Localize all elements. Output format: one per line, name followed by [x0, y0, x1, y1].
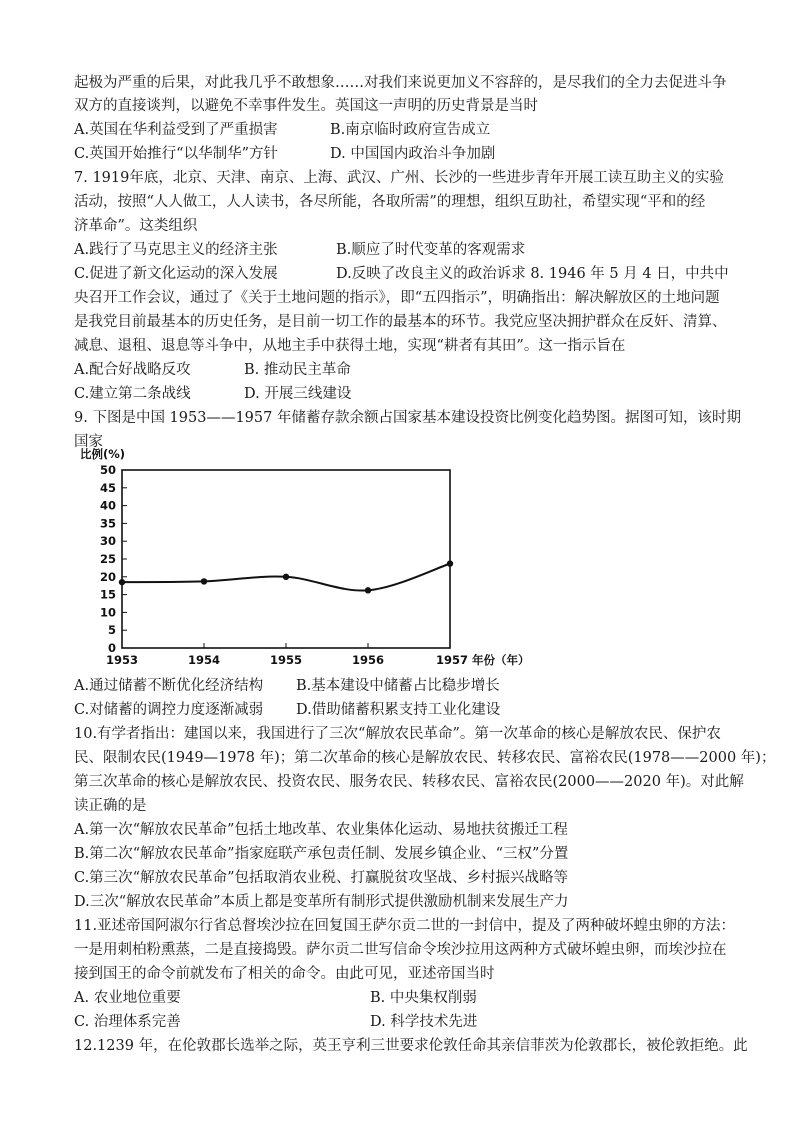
q8-option-c: C.建立第二条战线	[74, 386, 191, 402]
y-tick-label: 0	[107, 641, 116, 655]
q11-stem-line: 接到国王的命令前就发布了相关的命令。由此可见，亚述帝国当时	[74, 966, 495, 982]
q9-option-a: A.通过储蓄不断优化经济结构	[74, 678, 264, 694]
q9-stem-line: 9. 下图是中国 1953——1957 年储蓄存款余额占国家基本建设投资比例变化趋势图。据图可知，该时期	[74, 410, 741, 426]
y-tick-label: 10	[99, 605, 116, 620]
q10-option-c: C.第三次“解放农民革命”包括取消农业税、打赢脱贫攻坚战、乡村振兴战略等	[74, 870, 569, 886]
q12-stem-line: 12.1239 年，在伦敦郡长选举之际，英王亨利三世要求伦敦任命其亲信菲茨为伦敦郡长，被伦敦拒绝。此	[74, 1038, 748, 1054]
y-tick-label: 30	[99, 534, 116, 549]
q9-option-d: D.借助储蓄积累支持工业化建设	[296, 702, 501, 718]
q11-option-c: C. 治理体系完善	[74, 1014, 181, 1030]
q9-option-b: B.基本建设中储蓄占比稳步增长	[296, 678, 500, 694]
q10-stem-line: 第三次革命的核心是解放农民、投资农民、服务农民、转移农民、富裕农民(2000——2020 年)。对此解	[74, 774, 744, 790]
y-tick-label: 25	[99, 552, 116, 566]
q11-stem-line: 11.亚述帝国阿淑尔行省总督埃沙拉在回复国王萨尔贡二世的一封信中，提及了两种破坏蝗虫卵的方法：	[74, 918, 736, 934]
x-tick-label: 1955	[269, 653, 303, 667]
y-tick-label: 45	[99, 480, 116, 495]
q10-option-a: A.第一次“解放农民革命”包括土地改革、农业集体化运动、易地扶贫搬迁工程	[74, 822, 568, 838]
x-tick-label: 1956	[351, 653, 385, 667]
y-tick-label: 35	[99, 516, 116, 531]
q7-stem-line: 活动，按照“人人做工，人人读书，各尽所能，各取所需”的理想，组织互助社，希望实现“平和的经	[74, 194, 706, 210]
y-axis-label: 比例(%)	[80, 447, 126, 461]
q6-stem-line: 双方的直接谈判，以避免不幸事件发生。英国这一声明的历史背景是当时	[74, 98, 538, 114]
data-point	[283, 574, 289, 580]
q10-stem-line: 民、限制农民(1949—1978 年)；第二次革命的核心是解放农民、转移农民、富裕农民(1978——2000 年)；	[74, 750, 776, 766]
y-tick-label: 15	[99, 587, 116, 602]
q11-option-d: D. 科学技术先进	[370, 1014, 478, 1030]
q8-option-a: A.配合好战略反攻	[74, 362, 191, 378]
q7-option-d-and-q8-start: D.反映了改良主义的政治诉求 8. 1946 年 5 月 4 日，中共中	[336, 266, 729, 282]
data-point	[119, 579, 125, 585]
q11-option-b: B. 中央集权削弱	[370, 990, 477, 1006]
q7-stem-line: 7. 1919年底，北京、天津、南京、上海、武汉、广州、长沙的一些进步青年开展工读互助主义的实验	[74, 170, 724, 186]
y-tick-label: 40	[99, 498, 116, 513]
q10-option-d: D.三次“解放农民革命”本质上都是变革所有制形式提供激励机制来发展生产力	[74, 894, 569, 910]
x-tick-label: 1954	[187, 653, 221, 667]
q6-option-a: A.英国在华利益受到了严重损害	[74, 122, 278, 138]
q7-option-b: B.顺应了时代变革的客观需求	[336, 242, 526, 258]
q6-option-d: D. 中国国内政治斗争加剧	[330, 146, 496, 162]
q10-option-b: B.第二次“解放农民革命”指家庭联产承包责任制、发展乡镇企业、“三权”分置	[74, 846, 569, 862]
q9-option-c: C.对储蓄的调控力度逐渐减弱	[74, 702, 264, 718]
plot-frame	[122, 470, 450, 648]
q8-option-d: D. 开展三线建设	[244, 386, 352, 402]
q8-option-b: B. 推动民主革命	[244, 362, 351, 378]
q10-stem-line: 10.有学者指出：建国以来，我国进行了三次“解放农民革命”。第一次革命的核心是解放农民、保护农	[74, 726, 721, 742]
q8-stem-line: 央召开工作会议，通过了《关于土地问题的指示》，即“五四指示”，明确指出：解决解放区的土地问题	[74, 290, 720, 306]
x-tick-label: 1953	[105, 653, 139, 667]
data-point	[365, 587, 371, 593]
data-point	[447, 560, 453, 566]
y-tick-label: 5	[107, 623, 116, 638]
q6-stem-line: 起极为严重的后果，对此我几乎不敢想象……对我们来说更加义不容辞的，是尽我们的全力去促进斗争	[74, 75, 727, 91]
y-tick-label: 50	[99, 463, 116, 477]
q8-stem-line: 减息、退租、退息等斗争中，从地主手中获得土地，实现“耕者有其田”。这一指示旨在	[74, 338, 626, 354]
data-point	[201, 578, 207, 584]
q7-option-a: A.践行了马克思主义的经济主张	[74, 242, 278, 258]
q8-stem-line: 是我党目前最基本的历史任务，是目前一切工作的最基本的环节。我党应坚决拥护群众在反奸、清算、	[74, 314, 727, 330]
savings-ratio-line-chart	[70, 442, 530, 672]
q11-stem-line: 一是用刺柏粉熏蒸，二是直接捣毁。萨尔贡二世写信命令埃沙拉用这两种方式破坏蝗虫卵，而埃沙拉在	[74, 942, 727, 958]
q9-stem-line: 国家	[74, 434, 103, 450]
q6-option-b: B.南京临时政府宣告成立	[330, 122, 491, 138]
q7-option-c: C.促进了新文化运动的深入发展	[74, 266, 278, 282]
q10-stem-line: 读正确的是	[74, 798, 147, 814]
x-tick-label: 1957 年份（年）	[436, 653, 530, 667]
q7-stem-line: 济革命”。这类组织	[74, 218, 198, 234]
y-tick-label: 20	[99, 569, 116, 584]
q6-option-c: C.英国开始推行“以华制华”方针	[74, 146, 279, 162]
q11-option-a: A. 农业地位重要	[74, 990, 181, 1006]
